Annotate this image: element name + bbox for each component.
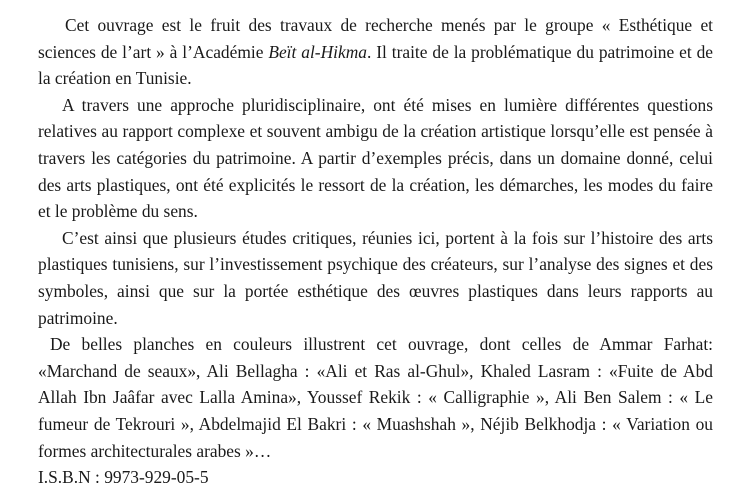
book-back-cover-text <box>38 12 713 491</box>
paragraph-studies: C’est ainsi que plusieurs études critiques, réunies ici, portent à la fois sur l’histoire des arts plastiques tunisiens, sur l’investissement psychique des créateurs, sur l’analyse des signes et des symboles, ainsi que sur la portée esthétique des œuvres plastiques dans leurs rapports au patrimoine. <box>38 227 713 328</box>
paragraph-plates: De belles planches en couleurs illustrent cet ouvrage, dont celles de Ammar Farhat: «Marchand de seaux», Ali Bellagha : «Ali et Ras al-Ghul», Khaled Lasram : «Fuite de Abd Allah Ibn Jaâfar avec Lalla Amina», Youssef Rekik : « Calligraphie », Ali Ben Salem : « Le fumeur de Tekrouri », Abdelmajid El Bakri : « Muashshah », Néjib Belkhodja : « Variation ou formes architecturales arabes »… <box>38 334 713 461</box>
paragraph-intro <box>38 12 713 92</box>
paragraph-approach: A travers une approche pluridisciplinaire, ont été mises en lumière différentes questions relatives au rapport complexe et souvent ambigu de la création artistique lorsqu’elle est pensée à travers les catégories du patrimoine. A partir d’exemples précis, dans un domaine donné, celui des arts plastiques, ont été explicités le ressort de la création, les démarches, les modes du faire et le problème du sens. <box>38 94 713 222</box>
isbn-line: I.S.B.N : 9973-929-05-5 <box>38 467 209 488</box>
paragraph-intro-text-start: Cet ouvrage est le fruit des travaux de recherche menés par le groupe « Esthétique et sciences de l’art » à l’Académie <box>38 15 713 62</box>
paragraph-intro-text-end: . Il traite de la problématique du patrimoine et de la création en Tunisie. <box>38 41 713 89</box>
academy-name: Beït al-Hikma <box>268 41 367 62</box>
